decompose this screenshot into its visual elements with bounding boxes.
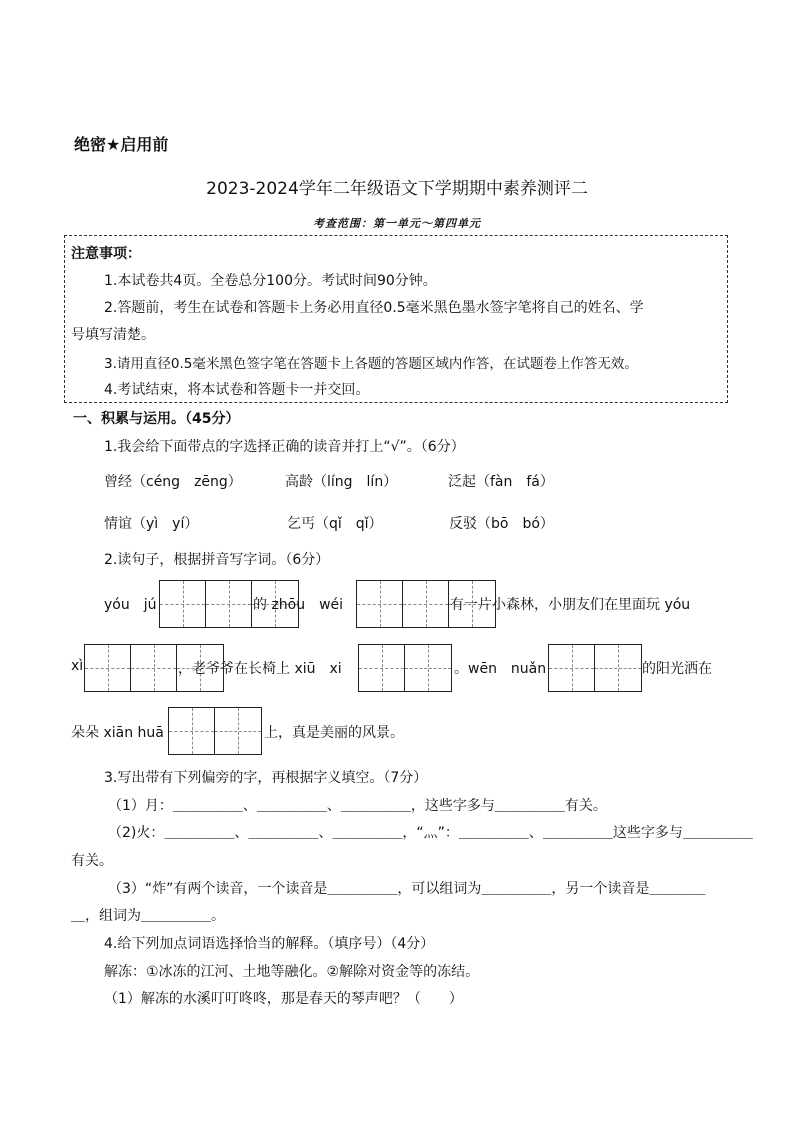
notice-line-1: 1.本试卷共4页。全卷总分100分。考试时间90分钟。 bbox=[104, 273, 437, 289]
q2-text: 上，真是美丽的风景。 bbox=[264, 725, 404, 741]
q1-item: 泛起（fàn fá） bbox=[448, 474, 554, 490]
q1-item: 乞丐（qǐ qǐ） bbox=[287, 516, 383, 532]
q4-definition: 解冻：①冰冻的江河、土地等融化。②解除对资金等的冻结。 bbox=[104, 964, 480, 980]
q4-sentence-1: （1）解冻的水溪叮叮咚咚，那是春天的琴声吧？（ ） bbox=[104, 991, 463, 1007]
q3-line-2-cont: 有关。 bbox=[71, 853, 113, 869]
q3-line-3: （3）“炸”有两个读音，一个读音是＿＿＿＿＿，可以组词为＿＿＿＿＿，另一个读音是＿＿＿＿ bbox=[108, 881, 706, 897]
section-1-heading: 一、积累与运用。（45分） bbox=[73, 411, 240, 427]
q2-text: 的阳光洒在 bbox=[642, 661, 712, 677]
q3-line-3-cont: ＿，组词为＿＿＿＿＿。 bbox=[71, 908, 225, 924]
q2-prompt: 2.读句子，根据拼音写字词。（6分） bbox=[104, 552, 330, 568]
notice-line-3: 3.请用直径0.5毫米黑色签字笔在答题卡上各题的答题区域内作答，在试题卷上作答无效。 bbox=[104, 356, 638, 372]
q1-item: 曾经（céng zēng） bbox=[104, 474, 242, 490]
q2-text: ，老爷爷在长椅上 xiū xi bbox=[178, 661, 342, 677]
q1-prompt: 1.我会给下面带点的字选择正确的读音并打上“√”。（6分） bbox=[104, 439, 465, 455]
notice-line-4: 4.考试结束，将本试卷和答题卡一并交回。 bbox=[104, 382, 370, 398]
q2-pinyin: yóu jú bbox=[104, 597, 157, 613]
q2-text: 的 zhōu wéi bbox=[253, 597, 344, 613]
q2-text: 。wēn nuǎn bbox=[454, 661, 547, 677]
answer-grid[interactable] bbox=[168, 707, 262, 755]
exam-title: 2023-2024学年二年级语文下学期期中素养测评二 bbox=[206, 179, 588, 199]
q3-line-1: （1）月：＿＿＿＿＿、＿＿＿＿＿、＿＿＿＿＿，这些字多与＿＿＿＿＿有关。 bbox=[108, 798, 607, 814]
q3-prompt: 3.写出带有下列偏旁的字，再根据字义填空。（7分） bbox=[104, 770, 428, 786]
q3-line-2: （2)火：＿＿＿＿＿、＿＿＿＿＿、＿＿＿＿＿，“灬”：＿＿＿＿＿、＿＿＿＿＿这些字多与＿＿＿＿＿ bbox=[108, 825, 753, 841]
q1-item: 高龄（líng lín） bbox=[285, 474, 398, 490]
q2-text: 有一片小森林，小朋友们在里面玩 yóu bbox=[450, 597, 691, 613]
notice-heading: 注意事项： bbox=[71, 246, 141, 262]
confidential-label: 绝密★启用前 bbox=[74, 135, 169, 154]
notice-line-2-cont: 号填写清楚。 bbox=[71, 327, 155, 343]
q1-item: 反驳（bō bó） bbox=[449, 516, 554, 532]
notice-box bbox=[64, 235, 728, 403]
answer-grid[interactable] bbox=[548, 644, 642, 692]
q2-pinyin: xì bbox=[71, 658, 84, 674]
exam-scope: 考查范围：第一单元～第四单元 bbox=[313, 217, 481, 230]
notice-line-2: 2.答题前，考生在试卷和答题卡上务必用直径0.5毫米黑色墨水签字笔将自己的姓名、学 bbox=[104, 300, 644, 316]
q1-item: 情谊（yì yí） bbox=[104, 516, 199, 532]
answer-grid[interactable] bbox=[358, 644, 452, 692]
q2-text: 朵朵 xiān huā bbox=[71, 725, 164, 741]
q4-prompt: 4.给下列加点词语选择恰当的解释。（填序号）（4分） bbox=[104, 936, 435, 952]
